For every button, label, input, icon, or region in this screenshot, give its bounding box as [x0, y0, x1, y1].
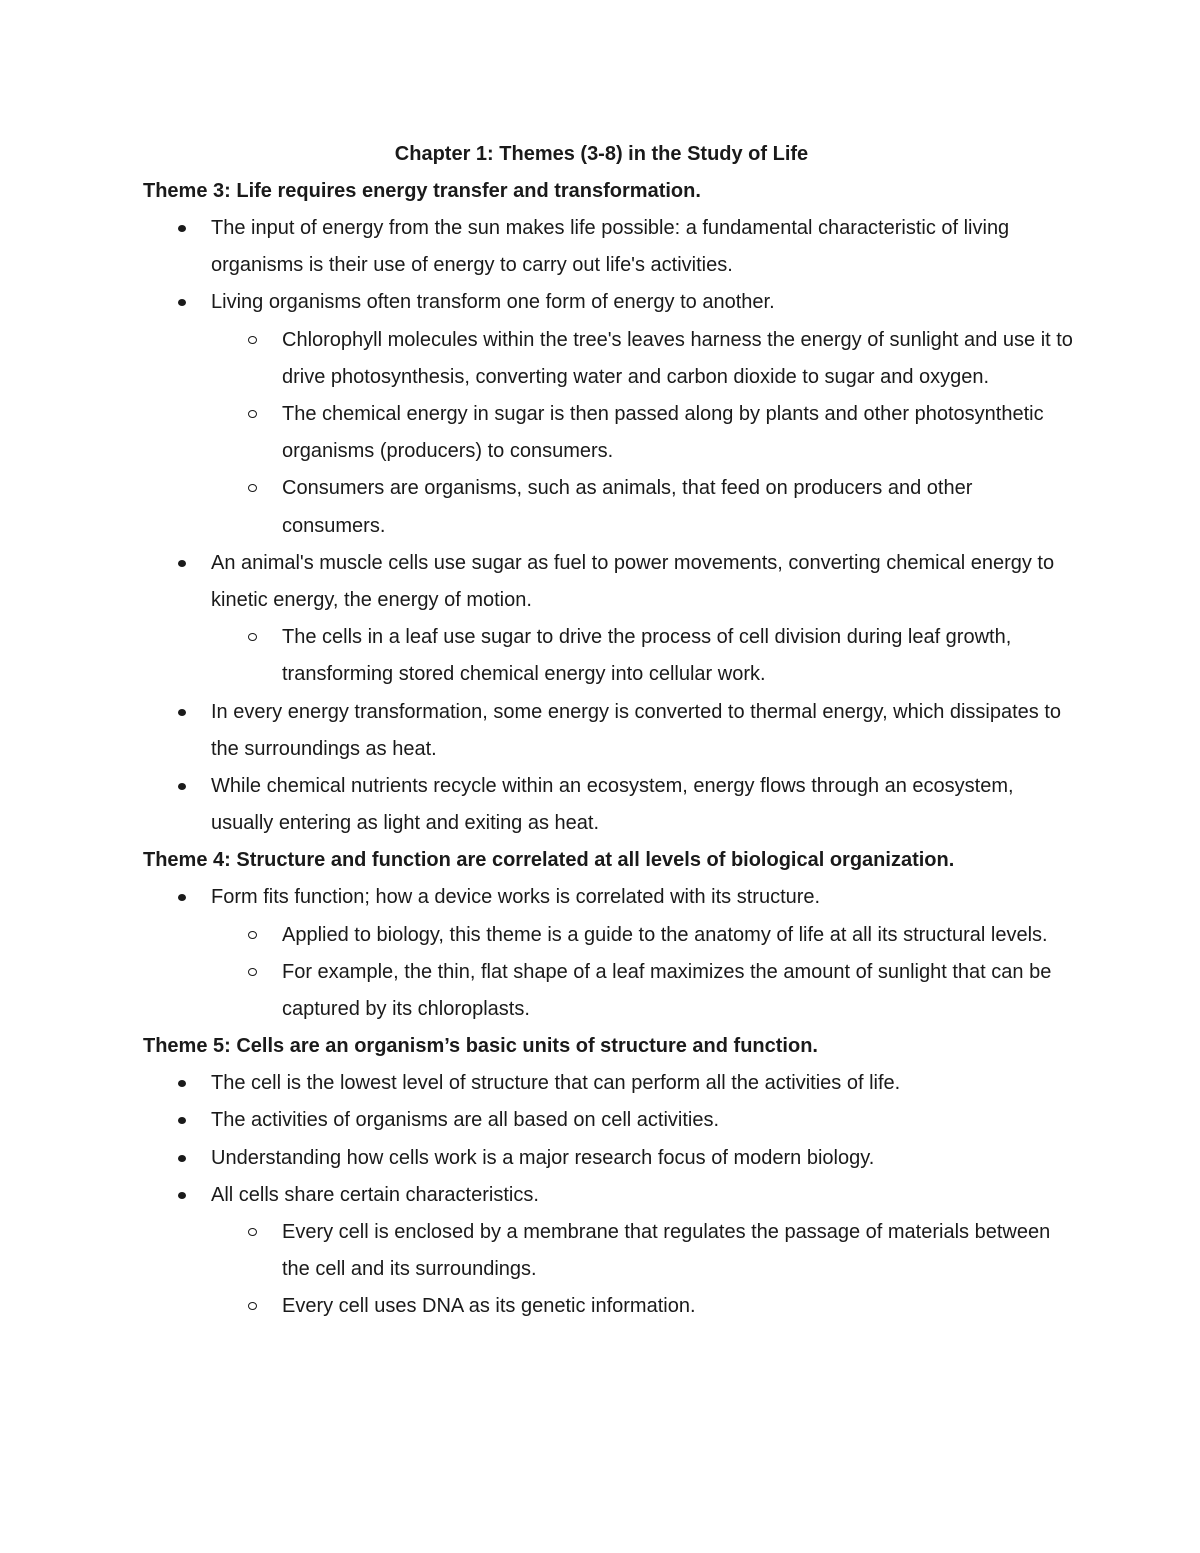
bullet-disc-icon	[178, 709, 186, 716]
list-item-text: Living organisms often transform one form of energy to another.	[211, 291, 775, 314]
list-item-text: Understanding how cells work is a major research focus of modern biology.	[211, 1146, 875, 1169]
sub-list-item-text: The chemical energy in sugar is then passed along by plants and other photosynthetic organisms (producers) to consumers.	[282, 403, 1044, 463]
list-item-text: In every energy transformation, some energy is converted to thermal energy, which dissipates to the surroundings as heat.	[211, 700, 1062, 760]
sub-list-item-text: Chlorophyll molecules within the tree's leaves harness the energy of sunlight and use it to drive photosynthesis, converting water and carbon dioxide to sugar and oxygen.	[282, 328, 1073, 388]
sub-list-item-text: For example, the thin, flat shape of a leaf maximizes the amount of sunlight that can be captured by its chloroplasts.	[282, 960, 1052, 1021]
list-item	[211, 1140, 1080, 1177]
sub-list-item-text: Every cell uses DNA as its genetic information.	[282, 1295, 696, 1318]
bullet-circle-icon	[248, 410, 257, 418]
sub-bullet-list	[211, 917, 1080, 1029]
bullet-list	[143, 1065, 1080, 1325]
document-body	[143, 173, 1080, 1326]
bullet-disc-icon	[178, 225, 186, 232]
sub-list-item	[282, 1288, 1080, 1325]
sub-list-item	[282, 619, 1080, 693]
sub-list-item	[282, 954, 1080, 1028]
list-item	[211, 1177, 1080, 1326]
sub-list-item	[282, 470, 1080, 544]
sub-list-item-text: The cells in a leaf use sugar to drive the process of cell division during leaf growth, transforming stored chemical energy into cellular work.	[282, 626, 1012, 686]
sub-list-item-text: Applied to biology, this theme is a guide to the anatomy of life at all its structural levels.	[282, 923, 1048, 946]
section-heading: Theme 3: Life requires energy transfer and transformation.	[143, 180, 701, 202]
list-item	[211, 284, 1080, 544]
bullet-list	[143, 210, 1080, 842]
section-heading: Theme 4: Structure and function are correlated at all levels of biological organization.	[143, 849, 955, 872]
sub-bullet-list	[211, 619, 1080, 693]
list-item-text: All cells share certain characteristics.	[211, 1183, 539, 1206]
list-item	[211, 210, 1080, 284]
sub-list-item	[282, 396, 1080, 470]
list-item-text: An animal's muscle cells use sugar as fuel to power movements, converting chemical energy to kinetic energy, the energy of motion.	[211, 551, 1055, 612]
sub-bullet-list	[211, 322, 1080, 545]
bullet-circle-icon	[248, 633, 257, 641]
list-item-text: Form fits function; how a device works is correlated with its structure.	[211, 886, 821, 909]
list-item-text: The activities of organisms are all based on cell activities.	[211, 1109, 720, 1132]
list-item	[211, 879, 1080, 1028]
list-item	[211, 545, 1080, 694]
bullet-disc-icon	[178, 1155, 186, 1162]
bullet-circle-icon	[248, 968, 257, 976]
list-item	[211, 768, 1080, 842]
list-item-text: The input of energy from the sun makes life possible: a fundamental characteristic of living organisms is their use of energy to carry out life's activities.	[211, 217, 1010, 277]
sub-list-item-text: Consumers are organisms, such as animals, that feed on producers and other consumers.	[282, 477, 973, 537]
bullet-circle-icon	[248, 1228, 257, 1236]
bullet-disc-icon	[178, 783, 186, 790]
sub-list-item	[282, 322, 1080, 396]
bullet-circle-icon	[248, 1302, 257, 1310]
bullet-disc-icon	[178, 894, 186, 901]
sub-list-item-text: Every cell is enclosed by a membrane that regulates the passage of materials between the cell and its surroundings.	[282, 1221, 1051, 1281]
sub-bullet-list	[211, 1214, 1080, 1326]
list-item	[211, 1065, 1080, 1102]
bullet-disc-icon	[178, 1080, 186, 1087]
bullet-disc-icon	[178, 1117, 186, 1124]
document-title: Chapter 1: Themes (3-8) in the Study of Life	[394, 143, 809, 165]
bullet-circle-icon	[248, 931, 257, 939]
sub-list-item	[282, 917, 1080, 954]
bullet-disc-icon	[178, 1192, 186, 1199]
list-item-text: The cell is the lowest level of structure that can perform all the activities of life.	[211, 1072, 901, 1095]
list-item	[211, 694, 1080, 768]
bullet-disc-icon	[178, 560, 186, 567]
section-heading: Theme 5: Cells are an organism’s basic units of structure and function.	[143, 1035, 818, 1058]
list-item-text: While chemical nutrients recycle within an ecosystem, energy flows through an ecosystem, usually entering as light and exiting as heat.	[211, 775, 1014, 835]
sub-list-item	[282, 1214, 1080, 1288]
bullet-disc-icon	[178, 299, 186, 306]
bullet-circle-icon	[248, 336, 257, 344]
list-item	[211, 1102, 1080, 1139]
bullet-circle-icon	[248, 484, 257, 492]
bullet-list	[143, 879, 1080, 1028]
